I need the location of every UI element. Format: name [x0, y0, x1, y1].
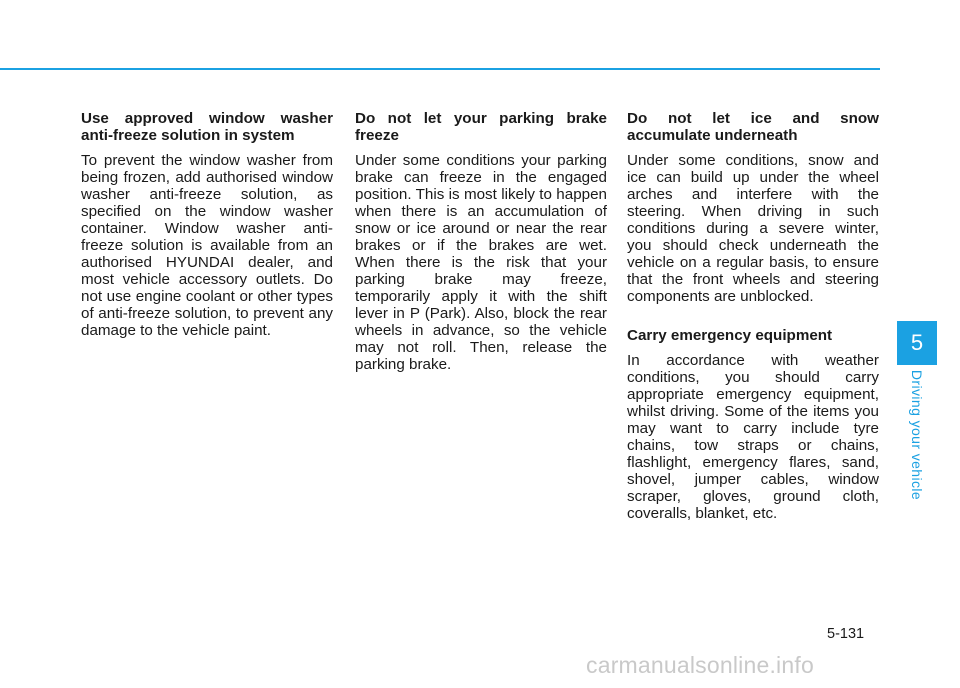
section-heading-ice-snow: Do not let ice and snow accumulate underneath	[627, 110, 879, 144]
column-3	[627, 110, 879, 522]
section-heading-parking-brake: Do not let your parking brake freeze	[355, 110, 607, 144]
section-body-washer-antifreeze: To prevent the window washer from being frozen, add authorised window washer anti-freeze solution, as specified on the window washer container. Window washer anti-freeze solution is available from an authorised HYUNDAI dealer, and most vehicle accessory outlets. Do not use engine coolant or other types of anti-freeze solution, to prevent any damage to the vehicle paint.	[81, 152, 333, 339]
section-heading-emergency-equipment: Carry emergency equipment	[627, 327, 833, 344]
section-body-emergency-equipment: In accordance with weather conditions, you should carry appropriate emergency equipment, whilst driving. Some of the items you may want to carry include tyre chains, tow straps or chains, flashlight, emergency flares, sand, shovel, jumper cables, window scraper, gloves, ground cloth, coveralls, blanket, etc.	[627, 352, 879, 522]
chapter-number-tab: 5	[897, 321, 937, 365]
column-2	[355, 110, 607, 373]
section-spacer	[627, 305, 879, 327]
section-body-ice-snow: Under some conditions, snow and ice can build up under the wheel arches and interfere with the steering. When driving in such conditions during a severe winter, you should check underneath the vehicle on a regular basis, to ensure that the front wheels and steering components are unblocked.	[627, 152, 879, 305]
section-body-parking-brake: Under some conditions your parking brake can freeze in the engaged position. This is most likely to happen when there is an accumulation of snow or ice around or near the rear brakes or if the brakes are wet. When there is the risk that your parking brake may freeze, temporarily apply it with the shift lever in P (Park). Also, block the rear wheels in advance, so the vehicle may not roll. Then, release the parking brake.	[355, 152, 607, 373]
watermark-text: carmanualsonline.info	[586, 652, 814, 678]
page-number: 5-131	[827, 626, 865, 642]
header-rule	[0, 68, 880, 70]
section-heading-washer-antifreeze: Use approved window washer anti-freeze solution in system	[81, 110, 333, 144]
chapter-title-vertical: Driving your vehicle	[909, 369, 925, 501]
column-1	[81, 110, 333, 339]
